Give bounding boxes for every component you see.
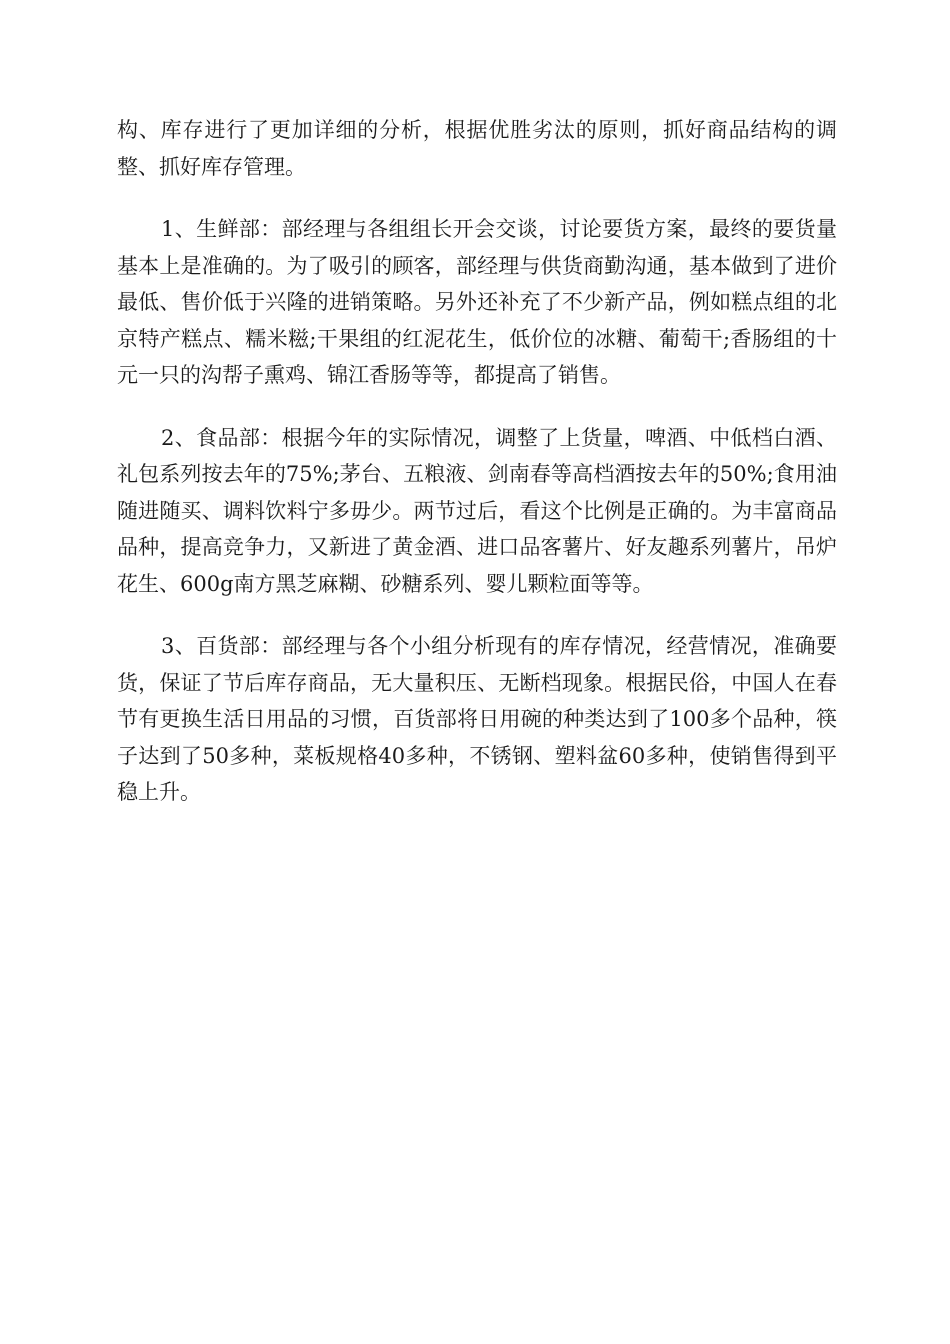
paragraph-fresh-food-dept: 1、生鲜部：部经理与各组组长开会交谈，讨论要货方案，最终的要货量基本上是准确的。为了吸引的顾客，部经理与供货商勤沟通，基本做到了进价最低、售价低于兴隆的进销策略。另外还补充了不少新产品，例如糕点组的北京特产糕点、糯米糍;干果组的红泥花生，低价位的冰糖、葡萄干;香肠组的十元一只的沟帮子熏鸡、锦江香肠等等，都提高了销售。 — [117, 217, 837, 387]
paragraph-food-dept: 2、食品部：根据今年的实际情况，调整了上货量，啤酒、中低档白酒、礼包系列按去年的75%;茅台、五粮液、剑南春等高档酒按去年的50%;食用油随进随买、调料饮料宁多毋少。两节过后，看这个比例是正确的。为丰富商品品种，提高竞争力，又新进了黄金酒、进口品客薯片、好友趣系列薯片，吊炉花生、600g南方黑芝麻糊、砂糖系列、婴儿颗粒面等等。 — [117, 425, 837, 596]
paragraph-general-merchandise-dept: 3、百货部：部经理与各个小组分析现有的库存情况，经营情况，准确要货，保证了节后库存商品，无大量积压、无断档现象。根据民俗，中国人在春节有更换生活日用品的习惯，百货部将日用碗的种类达到了100多个品种，筷子达到了50多种，菜板规格40多种，不锈钢、塑料盆60多种，使销售得到平稳上升。 — [117, 634, 837, 804]
paragraph-continuation: 构、库存进行了更加详细的分析，根据优胜劣汰的原则，抓好商品结构的调整、抓好库存管理。 — [117, 118, 837, 179]
document-body — [117, 112, 837, 837]
